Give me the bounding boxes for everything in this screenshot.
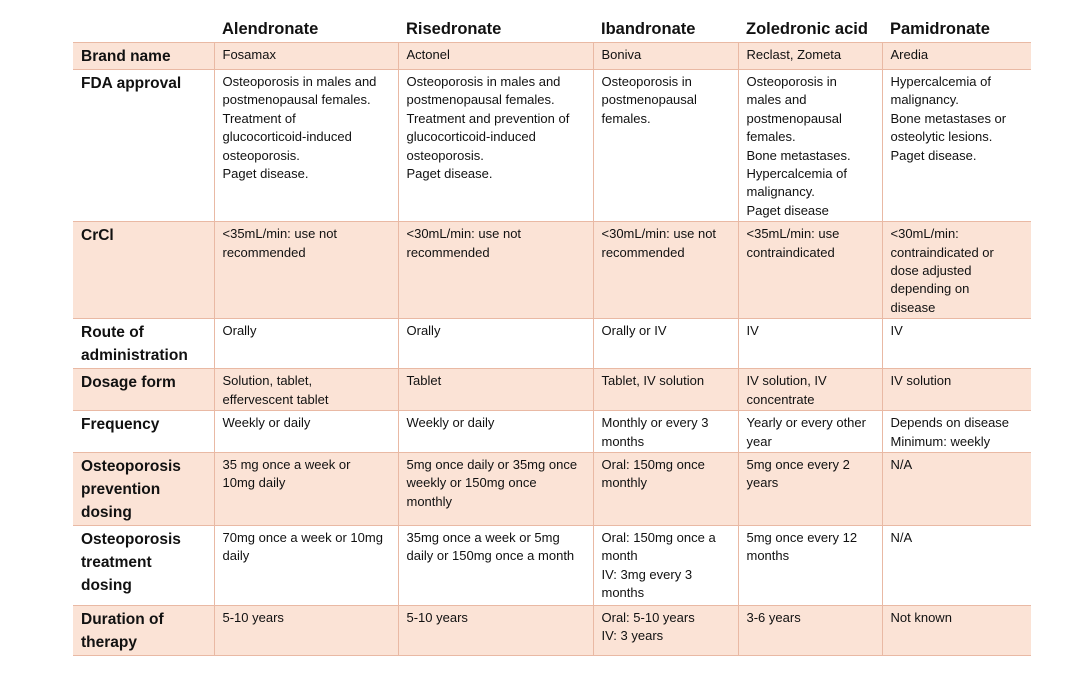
cell-osteoporosis-treatment-dosing-pamidronate (882, 525, 1031, 605)
row-label-osteoporosis-treatment-dosing (73, 525, 214, 605)
row-label-line: CrCl (81, 227, 114, 245)
header-cell-empty (73, 18, 214, 43)
cell-text-line: females. (746, 129, 796, 145)
header-ibandronate: Ibandronate (601, 20, 696, 38)
row-label-line: Osteoporosis (81, 457, 181, 475)
table-row-brand-name (73, 43, 1031, 70)
cell-text-line: 70mg once a week or 10mg (222, 529, 383, 545)
cell-osteoporosis-prevention-dosing-alendronate (214, 452, 398, 525)
row-label-crcl (73, 222, 214, 319)
cell-text-line: 10mg daily (222, 475, 286, 491)
row-label-line: therapy (81, 633, 137, 651)
row-label-duration-of-therapy (73, 605, 214, 655)
cell-text-line: glucocorticoid-induced (222, 129, 352, 145)
cell-text-line: Weekly or daily (406, 415, 495, 431)
cell-text-line: females. (601, 110, 651, 126)
cell-text-line: Oral: 150mg once a (601, 529, 716, 545)
cell-osteoporosis-treatment-dosing-alendronate (214, 525, 398, 605)
cell-text-line: Paget disease. (890, 147, 977, 163)
cell-text-line: Orally (406, 323, 441, 339)
cell-dosage-form-alendronate (214, 369, 398, 411)
cell-duration-of-therapy-pamidronate (882, 605, 1031, 655)
cell-dosage-form-risedronate (398, 369, 593, 411)
cell-text-line: Yearly or every other (746, 415, 866, 431)
row-label-line: Frequency (81, 416, 160, 434)
cell-text-line: recommended (601, 244, 685, 260)
table-row-frequency (73, 411, 1031, 453)
cell-text-line: 5mg once daily or 35mg once (406, 456, 578, 472)
row-label-line: Duration of (81, 610, 164, 628)
cell-text-line: osteolytic lesions. (890, 129, 993, 145)
cell-text-line: Boniva (601, 47, 642, 62)
cell-crcl-pamidronate (882, 222, 1031, 319)
cell-osteoporosis-treatment-dosing-risedronate (398, 525, 593, 605)
cell-text-line: 5-10 years (222, 609, 284, 625)
cell-route-of-administration-risedronate (398, 319, 593, 369)
cell-text-line: years (746, 475, 779, 491)
cell-text-line: Solution, tablet, (222, 373, 313, 389)
cell-text-line: Actonel (406, 47, 450, 62)
cell-text-line: Osteoporosis in males and (222, 74, 377, 89)
cell-text-line: <35mL/min: use (746, 226, 840, 242)
cell-text-line: dose adjusted (890, 263, 972, 279)
cell-crcl-risedronate (398, 222, 593, 319)
cell-text-line: recommended (222, 244, 306, 260)
cell-dosage-form-pamidronate (882, 369, 1031, 411)
cell-text-line: Treatment and prevention of (406, 110, 570, 126)
cell-text-line: postmenopausal (746, 110, 842, 126)
cell-route-of-administration-zoledronic-acid (738, 319, 882, 369)
cell-text-line: Bone metastases. (746, 147, 851, 163)
cell-frequency-alendronate (214, 411, 398, 453)
cell-text-line: 3-6 years (746, 609, 801, 625)
bisphosphonate-comparison-table (73, 18, 1031, 656)
row-label-dosage-form (73, 369, 214, 411)
table-row-dosage-form (73, 369, 1031, 411)
cell-text-line: Paget disease (746, 202, 829, 218)
cell-text-line: postmenopausal females. (406, 92, 555, 108)
cell-fda-approval-zoledronic-acid (738, 70, 882, 222)
cell-text-line: IV solution (890, 373, 952, 389)
row-label-line: Osteoporosis (81, 530, 181, 548)
cell-osteoporosis-prevention-dosing-risedronate (398, 452, 593, 525)
cell-text-line: Hypercalcemia of (746, 166, 847, 182)
cell-text-line: Treatment of (222, 110, 296, 126)
cell-text-line: <30mL/min: use not (601, 226, 717, 242)
cell-brand-name-ibandronate (593, 43, 738, 70)
cell-text-line: 35mg once a week or 5mg (406, 529, 560, 545)
row-label-frequency (73, 411, 214, 453)
cell-text-line: weekly or 150mg once (406, 475, 537, 491)
row-label-fda-approval (73, 70, 214, 222)
row-label-line: Dosage form (81, 374, 176, 392)
cell-text-line: effervescent tablet (222, 391, 329, 407)
cell-frequency-risedronate (398, 411, 593, 453)
cell-text-line: Minimum: weekly (890, 433, 991, 449)
row-label-line: administration (81, 347, 188, 365)
cell-text-line: Orally (222, 323, 257, 339)
cell-text-line: Oral: 150mg once (601, 456, 705, 472)
cell-text-line: N/A (890, 456, 913, 472)
table-row-route-of-administration (73, 319, 1031, 369)
cell-text-line: Osteoporosis in males and (406, 74, 561, 89)
cell-text-line: contraindicated or (890, 244, 994, 260)
cell-text-line: males and (746, 92, 807, 108)
table-row-crcl (73, 222, 1031, 319)
cell-text-line: months (601, 585, 645, 601)
cell-text-line: month (601, 548, 638, 564)
cell-text-line: Aredia (890, 47, 929, 62)
cell-text-line: IV: 3 years (601, 628, 664, 644)
table-row-fda-approval (73, 70, 1031, 222)
cell-text-line: disease (890, 299, 936, 315)
row-label-line: Brand name (81, 48, 171, 65)
cell-text-line: daily or 150mg once a month (406, 548, 575, 564)
cell-osteoporosis-treatment-dosing-zoledronic-acid (738, 525, 882, 605)
cell-text-line: Tablet, IV solution (601, 373, 705, 389)
cell-duration-of-therapy-zoledronic-acid (738, 605, 882, 655)
cell-text-line: IV: 3mg every 3 (601, 566, 693, 582)
cell-fda-approval-alendronate (214, 70, 398, 222)
cell-text-line: recommended (406, 244, 490, 260)
cell-text-line: Weekly or daily (222, 415, 311, 431)
cell-text-line: malignancy. (890, 92, 959, 108)
cell-text-line: daily (222, 548, 250, 564)
cell-text-line: IV (746, 323, 759, 339)
cell-text-line: Orally or IV (601, 323, 667, 339)
cell-text-line: monthly (406, 493, 453, 509)
cell-crcl-zoledronic-acid (738, 222, 882, 319)
cell-text-line: Reclast, Zometa (746, 47, 842, 62)
cell-fda-approval-risedronate (398, 70, 593, 222)
row-label-route-of-administration (73, 319, 214, 369)
cell-text-line: 5mg once every 2 (746, 456, 850, 472)
cell-text-line: glucocorticoid-induced (406, 129, 536, 145)
table-row-osteoporosis-prevention-dosing (73, 452, 1031, 525)
cell-osteoporosis-prevention-dosing-ibandronate (593, 452, 738, 525)
cell-text-line: Osteoporosis in (746, 74, 837, 89)
cell-crcl-alendronate (214, 222, 398, 319)
cell-text-line: Fosamax (222, 47, 276, 62)
row-label-line: dosing (81, 576, 132, 594)
cell-dosage-form-zoledronic-acid (738, 369, 882, 411)
cell-crcl-ibandronate (593, 222, 738, 319)
cell-frequency-pamidronate (882, 411, 1031, 453)
cell-text-line: N/A (890, 529, 913, 545)
cell-brand-name-pamidronate (882, 43, 1031, 70)
cell-text-line: Depends on disease (890, 415, 1010, 431)
header-alendronate: Alendronate (222, 20, 319, 38)
cell-osteoporosis-prevention-dosing-pamidronate (882, 452, 1031, 525)
cell-route-of-administration-ibandronate (593, 319, 738, 369)
cell-text-line: Osteoporosis in (601, 74, 692, 89)
cell-text-line: <30mL/min: (890, 226, 959, 242)
cell-text-line: 5-10 years (406, 609, 468, 625)
cell-text-line: <30mL/min: use not (406, 226, 522, 242)
cell-text-line: 5mg once every 12 (746, 529, 858, 545)
cell-osteoporosis-prevention-dosing-zoledronic-acid (738, 452, 882, 525)
header-zoledronic-acid: Zoledronic acid (746, 20, 868, 38)
cell-brand-name-alendronate (214, 43, 398, 70)
cell-text-line: monthly (601, 475, 648, 491)
cell-text-line: year (746, 433, 772, 449)
cell-osteoporosis-treatment-dosing-ibandronate (593, 525, 738, 605)
cell-text-line: 35 mg once a week or (222, 456, 351, 472)
cell-text-line: concentrate (746, 391, 815, 407)
table-body (73, 43, 1031, 656)
table-row-osteoporosis-treatment-dosing (73, 525, 1031, 605)
cell-text-line: months (601, 433, 645, 449)
cell-text-line: postmenopausal (601, 92, 697, 108)
cell-text-line: depending on (890, 281, 970, 297)
cell-text-line: IV (890, 323, 903, 339)
cell-route-of-administration-pamidronate (882, 319, 1031, 369)
cell-frequency-zoledronic-acid (738, 411, 882, 453)
cell-text-line: contraindicated (746, 244, 835, 260)
cell-brand-name-zoledronic-acid (738, 43, 882, 70)
cell-duration-of-therapy-alendronate (214, 605, 398, 655)
header-row (73, 18, 1031, 43)
cell-text-line: osteoporosis. (406, 147, 484, 163)
cell-text-line: IV solution, IV (746, 373, 827, 389)
cell-route-of-administration-alendronate (214, 319, 398, 369)
row-label-line: dosing (81, 503, 132, 521)
cell-text-line: osteoporosis. (222, 147, 300, 163)
cell-fda-approval-pamidronate (882, 70, 1031, 222)
cell-text-line: <35mL/min: use not (222, 226, 338, 242)
cell-text-line: Hypercalcemia of (890, 74, 991, 89)
cell-text-line: Tablet (406, 373, 442, 389)
row-label-osteoporosis-prevention-dosing (73, 452, 214, 525)
header-risedronate: Risedronate (406, 20, 502, 38)
cell-text-line: Oral: 5-10 years (601, 609, 695, 625)
row-label-line: treatment (81, 553, 152, 571)
cell-dosage-form-ibandronate (593, 369, 738, 411)
row-label-line: FDA approval (81, 75, 182, 92)
cell-text-line: Bone metastases or (890, 110, 1007, 126)
cell-text-line: postmenopausal females. (222, 92, 371, 108)
cell-duration-of-therapy-ibandronate (593, 605, 738, 655)
cell-text-line: Paget disease. (222, 166, 309, 182)
cell-text-line: Paget disease. (406, 166, 493, 182)
cell-frequency-ibandronate (593, 411, 738, 453)
header-pamidronate: Pamidronate (890, 20, 990, 38)
cell-text-line: months (746, 548, 790, 564)
cell-text-line: malignancy. (746, 184, 815, 200)
row-label-line: prevention (81, 480, 161, 498)
cell-text-line: Monthly or every 3 (601, 415, 709, 431)
table-row-duration-of-therapy (73, 605, 1031, 655)
row-label-brand-name (73, 43, 214, 70)
cell-fda-approval-ibandronate (593, 70, 738, 222)
cell-brand-name-risedronate (398, 43, 593, 70)
row-label-line: Route of (81, 324, 144, 342)
cell-duration-of-therapy-risedronate (398, 605, 593, 655)
cell-text-line: Not known (890, 609, 952, 625)
